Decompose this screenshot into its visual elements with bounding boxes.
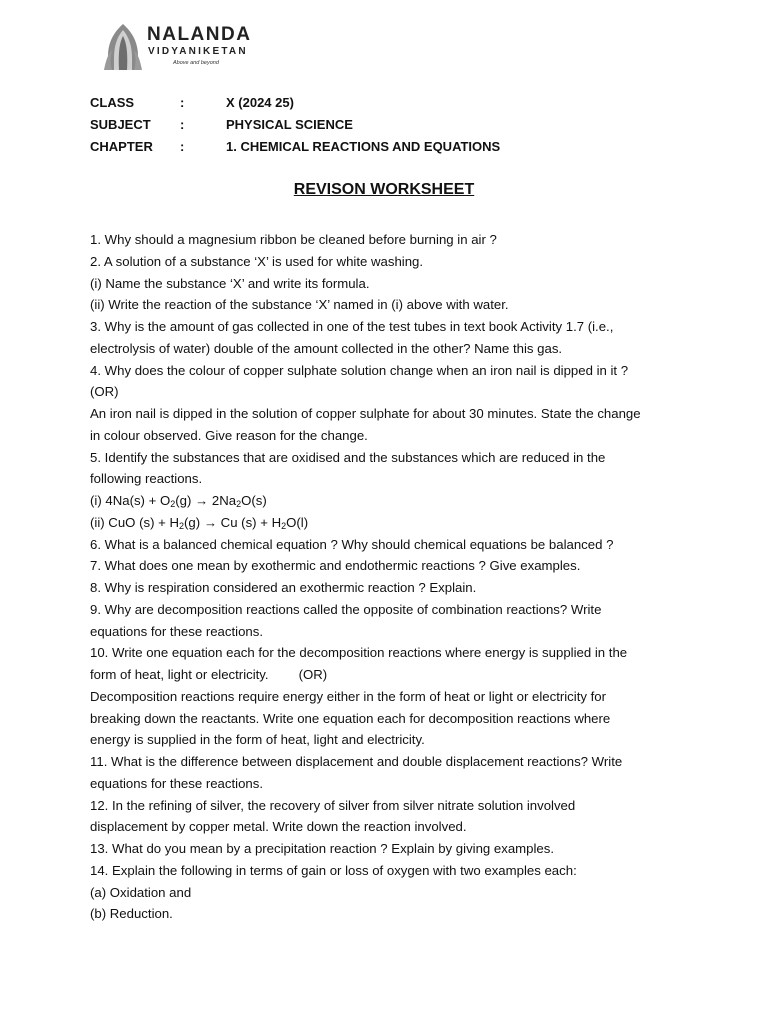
question-line: 6. What is a balanced chemical equation ? Why should chemical equations be balanced ?: [90, 536, 614, 552]
equation-part: (ii) CuO (s) + H: [90, 514, 180, 530]
question-line: equations for these reactions.: [90, 775, 264, 791]
question-text: form of heat, light or electricity.: [90, 667, 269, 682]
question-line: 14. Explain the following in terms of gain or loss of oxygen with two examples each:: [90, 862, 577, 878]
equation-subscript: 2: [179, 520, 185, 531]
info-sep: :: [180, 138, 185, 154]
question-line: 9. Why are decomposition reactions called the opposite of combination reactions? Write: [90, 601, 602, 617]
question-line: equations for these reactions.: [90, 623, 264, 639]
lotus-temple-icon: [100, 22, 146, 72]
question-line: 2. A solution of a substance ‘X’ is used for white washing.: [90, 253, 424, 269]
worksheet-title: REVISON WORKSHEET: [293, 181, 475, 198]
question-line: 1. Why should a magnesium ribbon be cleaned before burning in air ?: [90, 232, 497, 247]
equation-part: O(l): [286, 514, 309, 530]
question-line: 12. In the refining of silver, the recovery of silver from silver nitrate solution involved: [90, 797, 576, 813]
equation-part: (i) 4Na(s) + O: [90, 493, 171, 508]
info-key: SUBJECT: [90, 116, 151, 132]
equation-part: (g) → 2Na: [175, 493, 237, 508]
question-line: electrolysis of water) double of the amount collected in the other? Name this gas.: [90, 340, 563, 356]
school-subname: VIDYANIKETAN: [148, 46, 248, 57]
question-line: 4. Why does the colour of copper sulphate solution change when an iron nail is dipped in it ?: [90, 362, 629, 378]
info-sep: :: [180, 116, 185, 132]
school-tagline: Above and beyond: [173, 60, 219, 66]
equation-subscript: 2: [236, 499, 242, 509]
info-value: X (2024 25): [226, 95, 294, 110]
question-line: 13. What do you mean by a precipitation reaction ? Explain by giving examples.: [90, 841, 555, 856]
info-sep: :: [180, 95, 185, 110]
equation-part: O(s): [241, 493, 267, 508]
info-key: CLASS: [90, 95, 135, 110]
info-value: PHYSICAL SCIENCE: [226, 116, 353, 132]
or-label: (OR): [298, 667, 328, 682]
question-line: (i) Name the substance ‘X’ and write its formula.: [90, 275, 370, 291]
question-line: (ii) Write the reaction of the substance ‘X’ named in (i) above with water.: [90, 297, 509, 313]
question-line: 11. What is the difference between displacement and double displacement reactions? Write: [90, 754, 623, 769]
equation-subscript: 2: [170, 499, 176, 509]
equation-part: (g) → Cu (s) + H: [184, 514, 282, 530]
question-list: [90, 229, 690, 925]
question-line: 3. Why is the amount of gas collected in one of the test tubes in text book Activity 1.7 (i.e.,: [90, 319, 614, 334]
question-line: (b) Reduction.: [90, 906, 173, 922]
school-name: NALANDA: [147, 24, 252, 45]
question-line: breaking down the reactants. Write one equation each for decomposition reactions where: [90, 710, 611, 726]
question-line: 7. What does one mean by exothermic and endothermic reactions ? Give examples.: [90, 558, 581, 574]
info-key: CHAPTER: [90, 138, 153, 154]
equation-line: [90, 512, 690, 534]
question-line: displacement by copper metal. Write down the reaction involved.: [90, 819, 467, 835]
question-line: following reactions.: [90, 471, 203, 487]
question-line: energy is supplied in the form of heat, light and electricity.: [90, 732, 425, 748]
question-line: [90, 664, 690, 686]
question-line: (OR): [90, 384, 119, 400]
question-line: in colour observed. Give reason for the change.: [90, 427, 368, 443]
question-line: (a) Oxidation and: [90, 884, 192, 900]
question-line: 5. Identify the substances that are oxidised and the substances which are reduced in the: [90, 449, 606, 465]
equation-line: [90, 490, 690, 512]
school-logo: [100, 22, 260, 72]
question-line: An iron nail is dipped in the solution of copper sulphate for about 30 minutes. State the change: [90, 406, 641, 421]
question-line: 8. Why is respiration considered an exothermic reaction ? Explain.: [90, 580, 477, 595]
info-value: 1. CHEMICAL REACTIONS AND EQUATIONS: [226, 138, 501, 154]
question-line: Decomposition reactions require energy either in the form of heat or light or electricity for: [90, 688, 607, 704]
question-line: 10. Write one equation each for the decomposition reactions where energy is supplied in the: [90, 645, 628, 661]
equation-subscript: 2: [281, 520, 287, 531]
